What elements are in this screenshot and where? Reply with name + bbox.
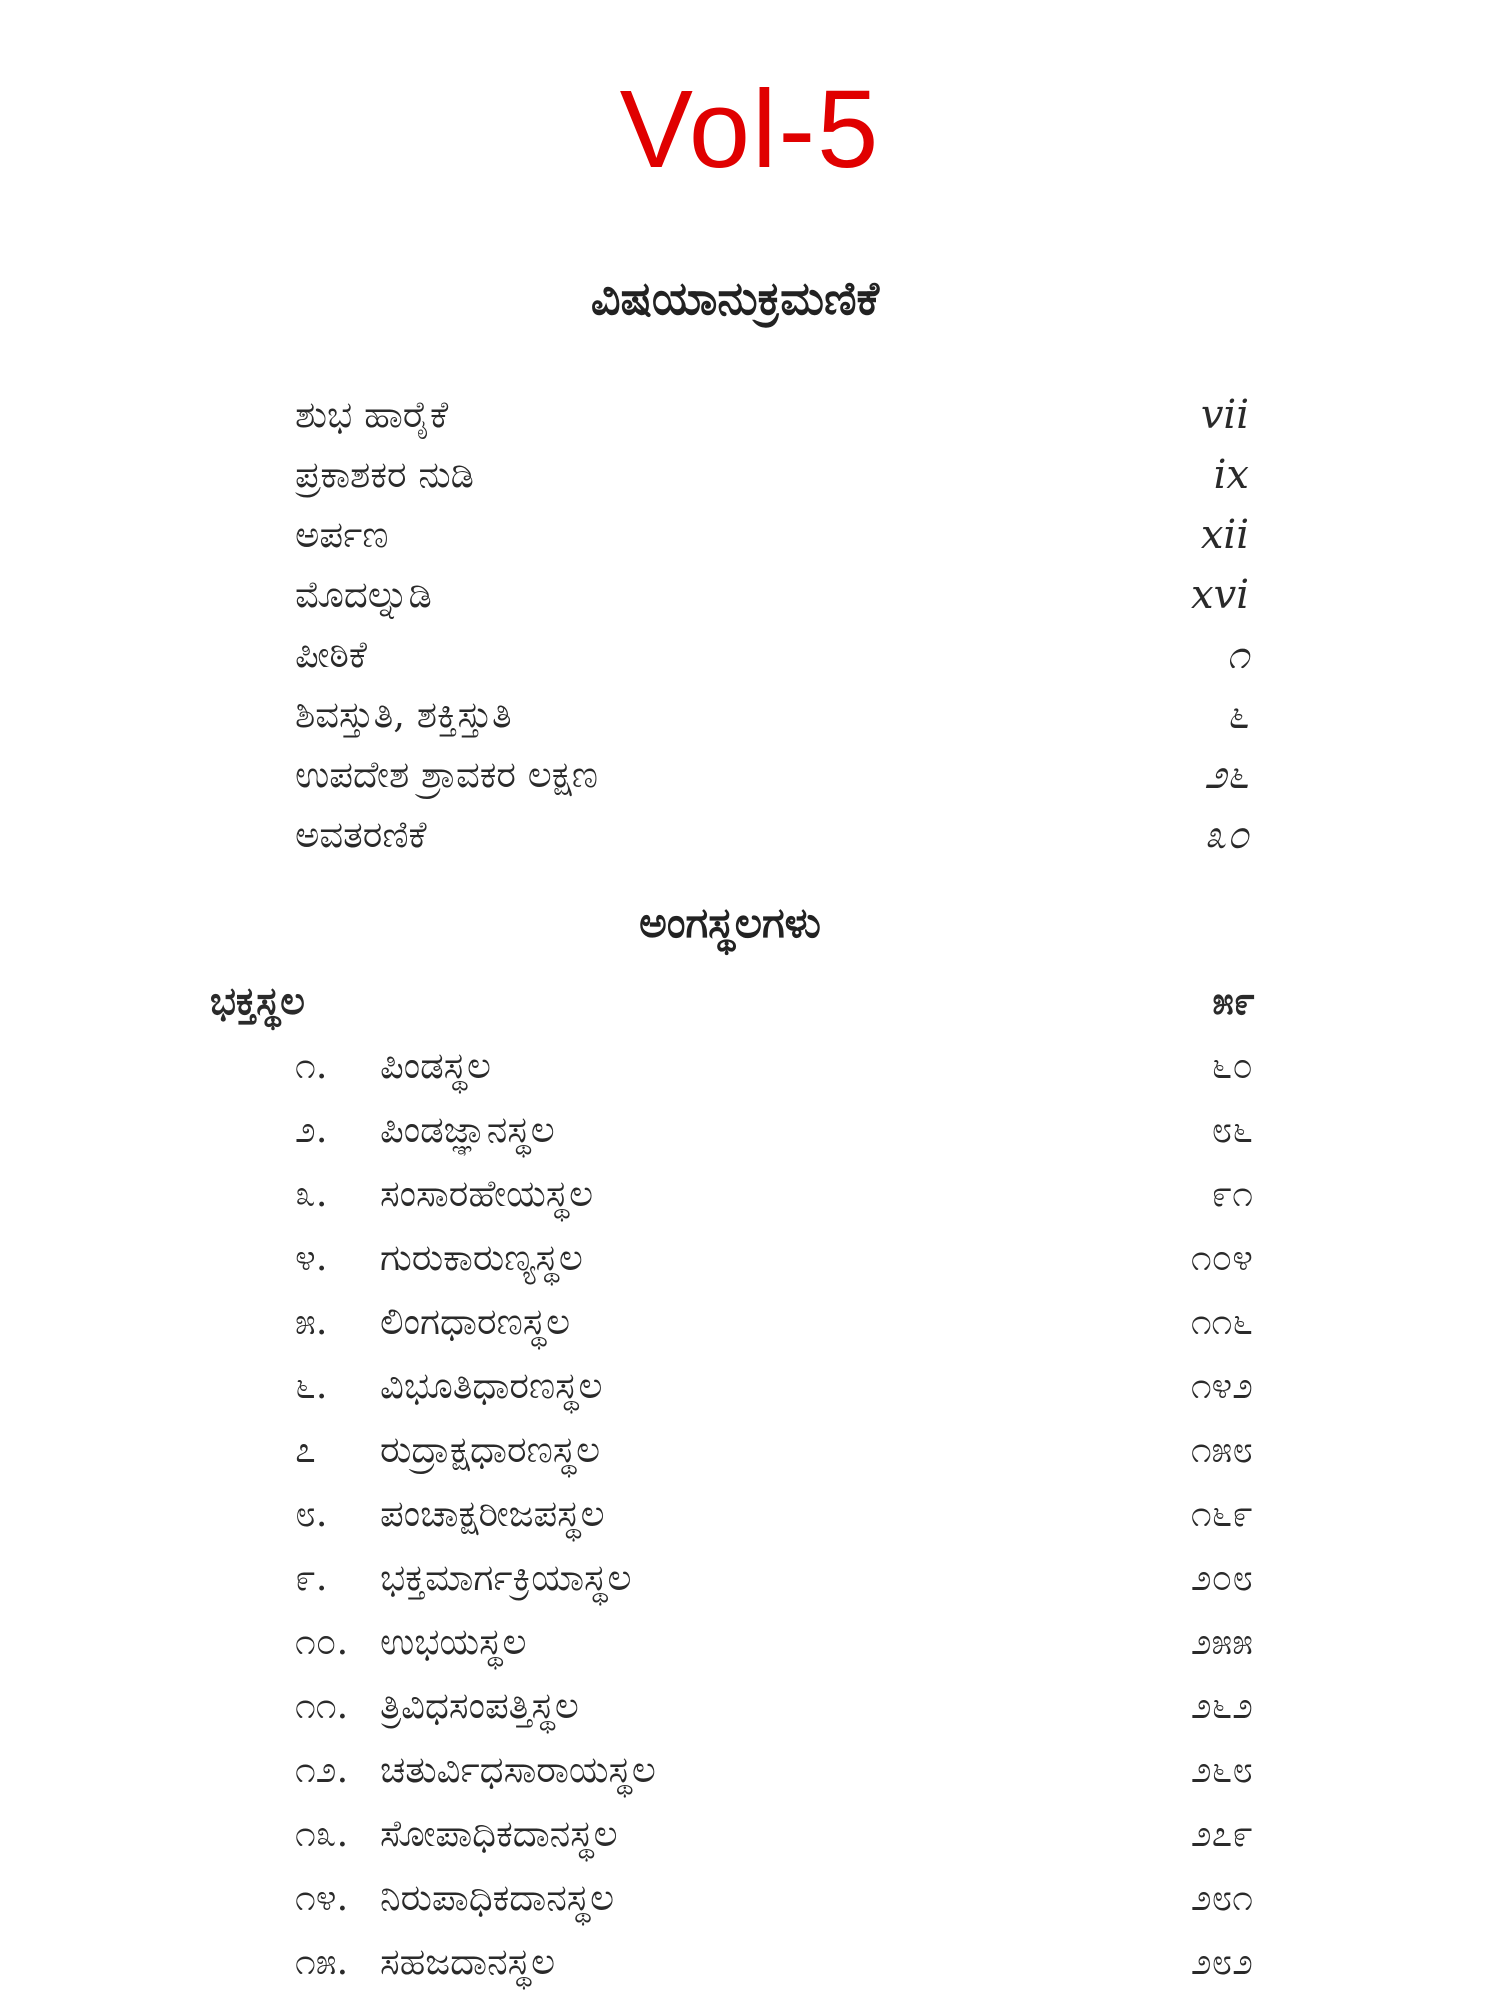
toc-page: ೨೮೨: [1190, 1940, 1253, 1983]
toc-row: [210, 1354, 1255, 1418]
front-matter-page: vii: [1200, 392, 1249, 438]
toc-label: ಸಹಜದಾನಸ್ಥಲ: [380, 1940, 556, 1983]
contents-title: ವಿಷಯಾನುಕ್ರಮಣಿಕೆ: [590, 271, 880, 325]
toc-number: ೧೫.: [295, 1940, 349, 1983]
toc-page: ೨೬೮: [1190, 1748, 1253, 1791]
sthala-heading-page: ೫೯: [1212, 978, 1255, 1023]
toc-label: ಲಿಂಗಧಾರಣಸ್ಥಲ: [380, 1300, 571, 1343]
toc-row: [210, 1866, 1255, 1930]
front-matter-label: ಉಪದೇಶ ಶ್ರಾವಕರ ಲಕ್ಷಣ: [295, 753, 599, 796]
toc-row: [210, 1610, 1255, 1674]
front-matter-label: ಮೊದಲ್ನುಡಿ: [295, 573, 432, 616]
front-matter-row: [295, 385, 1255, 445]
toc-label: ಪಂಚಾಕ್ಷರೀಜಪಸ್ಥಲ: [380, 1492, 605, 1535]
front-matter-label: ಅವತರಣಿಕೆ: [295, 813, 427, 856]
front-matter-label: ಶುಭ ಹಾರೈಕೆ: [295, 393, 449, 436]
toc-page: ೨೫೫: [1190, 1620, 1253, 1663]
front-matter-row: [295, 745, 1255, 805]
toc-page: ೧೪೨: [1190, 1364, 1253, 1407]
front-matter-list: [295, 385, 1255, 865]
toc-page: ೮೬: [1211, 1108, 1253, 1151]
toc-label: ಪಿಂಡಜ್ಞಾನಸ್ಥಲ: [380, 1108, 555, 1151]
sthala-items: [210, 1034, 1255, 1994]
toc-label: ಭಕ್ತಮಾರ್ಗಕ್ರಿಯಾಸ್ಥಲ: [380, 1556, 632, 1599]
front-matter-page: ix: [1213, 452, 1249, 498]
toc-row: [210, 1226, 1255, 1290]
front-matter-row: [295, 685, 1255, 745]
toc-row: [210, 1930, 1255, 1994]
front-matter-row: [295, 565, 1255, 625]
toc-number: ೯.: [295, 1556, 328, 1599]
toc-page: ೨೮೧: [1190, 1876, 1253, 1919]
front-matter-label: ಪೀಠಿಕೆ: [295, 633, 368, 676]
volume-label: Vol-5: [619, 68, 881, 191]
toc-page: ೧೫೮: [1190, 1428, 1253, 1471]
front-matter-row: [295, 445, 1255, 505]
toc-number: ೧೦.: [295, 1620, 349, 1663]
toc-row: [210, 1738, 1255, 1802]
toc-page: ೧೦೪: [1190, 1236, 1253, 1279]
toc-label: ಸಂಸಾರಹೇಯಸ್ಥಲ: [380, 1172, 594, 1215]
toc-page: ೬೦: [1211, 1044, 1253, 1087]
toc-number: ೩.: [295, 1172, 328, 1215]
toc-number: ೧.: [295, 1044, 328, 1087]
section-title: ಅಂಗಸ್ಥಲಗಳು: [639, 898, 821, 947]
toc-label: ಗುರುಕಾರುಣ್ಯಸ್ಥಲ: [380, 1236, 583, 1279]
toc-label: ಸೋಪಾಧಿಕದಾನಸ್ಥಲ: [380, 1812, 618, 1855]
toc-label: ಪಿಂಡಸ್ಥಲ: [380, 1044, 492, 1087]
front-matter-page: ೨೬: [1204, 752, 1249, 798]
toc-page: ೧೧೬: [1190, 1300, 1253, 1343]
front-matter-row: [295, 625, 1255, 685]
toc-label: ವಿಭೂತಿಧಾರಣಸ್ಥಲ: [380, 1364, 603, 1407]
toc-label: ಉಭಯಸ್ಥಲ: [380, 1620, 527, 1663]
toc-number: ೧೩.: [295, 1812, 349, 1855]
toc-number: ೧೨.: [295, 1748, 349, 1791]
sthala-section: [210, 970, 1255, 1994]
front-matter-page: xii: [1200, 512, 1249, 558]
toc-number: ೮.: [295, 1492, 328, 1535]
front-matter-row: [295, 505, 1255, 565]
toc-row: [210, 1098, 1255, 1162]
toc-row: [210, 1674, 1255, 1738]
toc-number: ೭: [295, 1428, 316, 1471]
toc-row: [210, 1290, 1255, 1354]
front-matter-page: xvi: [1191, 572, 1249, 618]
front-matter-page: ೧: [1226, 632, 1249, 678]
toc-label: ಚತುರ್ವಿಧಸಾರಾಯಸ್ಥಲ: [380, 1748, 656, 1791]
toc-row: [210, 1482, 1255, 1546]
front-matter-label: ಶಿವಸ್ತುತಿ, ಶಕ್ತಿಸ್ತುತಿ: [295, 693, 512, 736]
toc-page: ೨೬೨: [1190, 1684, 1253, 1727]
toc-label: ತ್ರಿವಿಧಸಂಪತ್ತಿಸ್ಥಲ: [380, 1684, 579, 1727]
toc-number: ೨.: [295, 1108, 328, 1151]
sthala-heading: ಭಕ್ತಸ್ಥಲ: [210, 978, 305, 1023]
toc-number: ೬.: [295, 1364, 328, 1407]
front-matter-row: [295, 805, 1255, 865]
toc-number: ೧೧.: [295, 1684, 349, 1727]
toc-row: [210, 1418, 1255, 1482]
toc-row: [210, 1034, 1255, 1098]
toc-page: ೧೬೯: [1190, 1492, 1253, 1535]
toc-label: ನಿರುಪಾಧಿಕದಾನಸ್ಥಲ: [380, 1876, 615, 1919]
toc-number: ೧೪.: [295, 1876, 349, 1919]
front-matter-page: ೬: [1226, 692, 1249, 738]
toc-row: [210, 1802, 1255, 1866]
toc-page: ೨೭೯: [1190, 1812, 1253, 1855]
toc-number: ೫.: [295, 1300, 328, 1343]
toc-number: ೪.: [295, 1236, 328, 1279]
toc-page: ೨೦೮: [1190, 1556, 1253, 1599]
front-matter-label: ಪ್ರಕಾಶಕರ ನುಡಿ: [295, 453, 474, 496]
toc-label: ರುದ್ರಾಕ್ಷಧಾರಣಸ್ಥಲ: [380, 1428, 601, 1471]
sthala-heading-row: [210, 970, 1255, 1032]
toc-row: [210, 1546, 1255, 1610]
front-matter-label: ಅರ್ಪಣ: [295, 513, 389, 556]
toc-page: ೯೧: [1211, 1172, 1253, 1215]
front-matter-page: ೩೦: [1204, 812, 1249, 858]
toc-row: [210, 1162, 1255, 1226]
